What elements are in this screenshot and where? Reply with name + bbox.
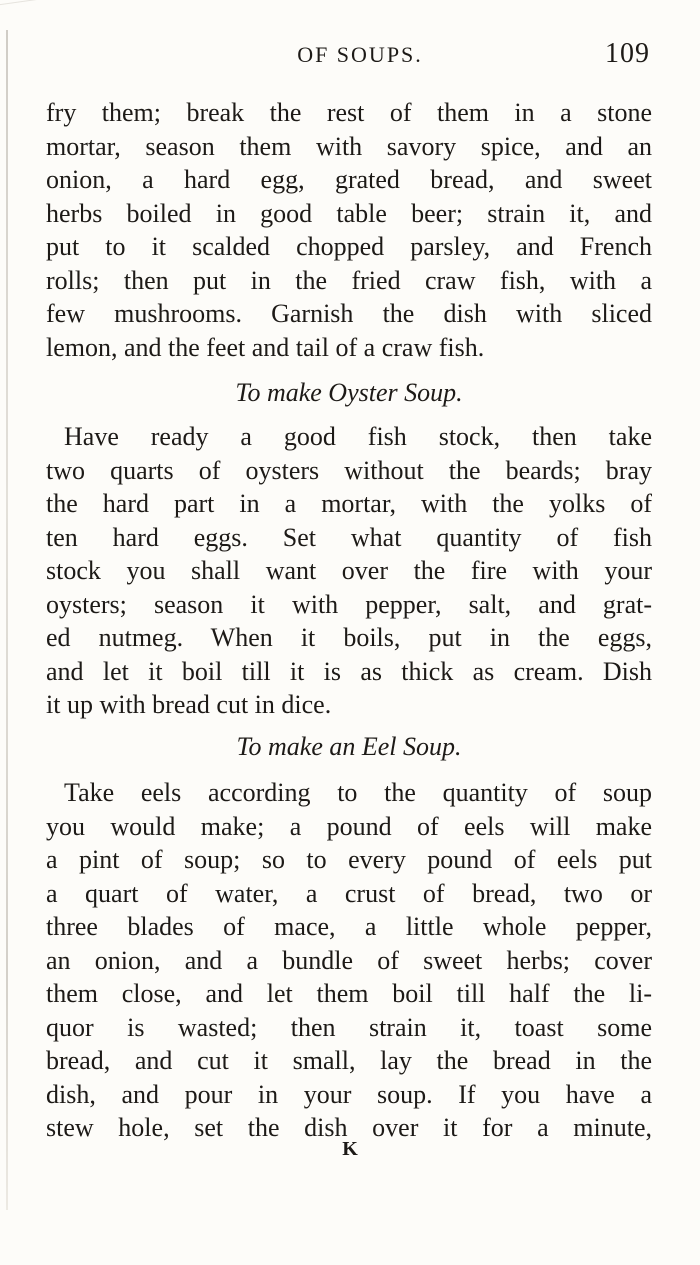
text-line: oysters; season it with pepper, salt, and grat- [46,589,652,619]
text-line: dish, and pour in your soup. If you have a [46,1079,652,1109]
text-line: a pint of soup; so to every pound of eels put [46,845,652,874]
recipe-heading-eel-soup: To make an Eel Soup. [236,732,462,761]
oyster-soup-heading-wrap [46,376,652,416]
eel-soup-paragraph [46,776,652,1145]
text-line: quor is wasted; then strain it, toast some [46,1012,652,1042]
text-line: stew hole, set the dish over it for a minute, [46,1113,652,1142]
text-line: and let it boil till it is as thick as cream. Dish [46,656,652,686]
text-line: ed nutmeg. When it boils, put in the eggs, [46,623,652,652]
text-line: it up with bread cut in dice. [46,690,332,719]
page-edge-mark [0,0,61,19]
text-line: lemon, and the feet and tail of a craw fish. [46,332,485,362]
text-line: mortar, season them with savory spice, and an [46,131,652,161]
text-line: bread, and cut it small, lay the bread in the [46,1046,652,1075]
text-line: two quarts of oysters without the beards; bray [46,455,652,485]
page-number: 109 [605,38,650,69]
text-line: Take eels according to the quantity of soup [64,778,652,807]
text-line: the hard part in a mortar, with the yolks of [46,489,652,518]
text-line: onion, a hard egg, grated bread, and sweet [46,165,652,194]
text-line: you would make; a pound of eels will make [46,811,652,841]
text-line: stock you shall want over the fire with your [46,556,652,585]
text-line: Have ready a good fish stock, then take [64,422,652,451]
text-line: ten hard eggs. Set what quantity of fish [46,522,652,552]
text-line: rolls; then put in the fried craw fish, with a [46,265,652,295]
text-line: a quart of water, a crust of bread, two or [46,878,652,908]
oyster-soup-paragraph [46,420,652,722]
text-line: three blades of mace, a little whole pepper, [46,912,652,941]
signature-mark: K [342,1138,358,1160]
running-head [50,38,650,78]
running-head-title: OF SOUPS. [297,42,423,67]
continuation-paragraph [46,96,652,364]
text-line: herbs boiled in good table beer; strain it, and [46,198,652,228]
text-line: them close, and let them boil till half the li- [46,979,652,1008]
recipe-heading-oyster-soup: To make Oyster Soup. [235,378,463,407]
text-line: few mushrooms. Garnish the dish with sliced [46,299,652,328]
text-line: put to it scalded chopped parsley, and French [46,232,652,261]
text-line: fry them; break the rest of them in a stone [46,98,652,127]
text-line: an onion, and a bundle of sweet herbs; cover [46,945,652,975]
page-binding-edge [6,30,8,1210]
eel-soup-heading-wrap [46,730,652,770]
